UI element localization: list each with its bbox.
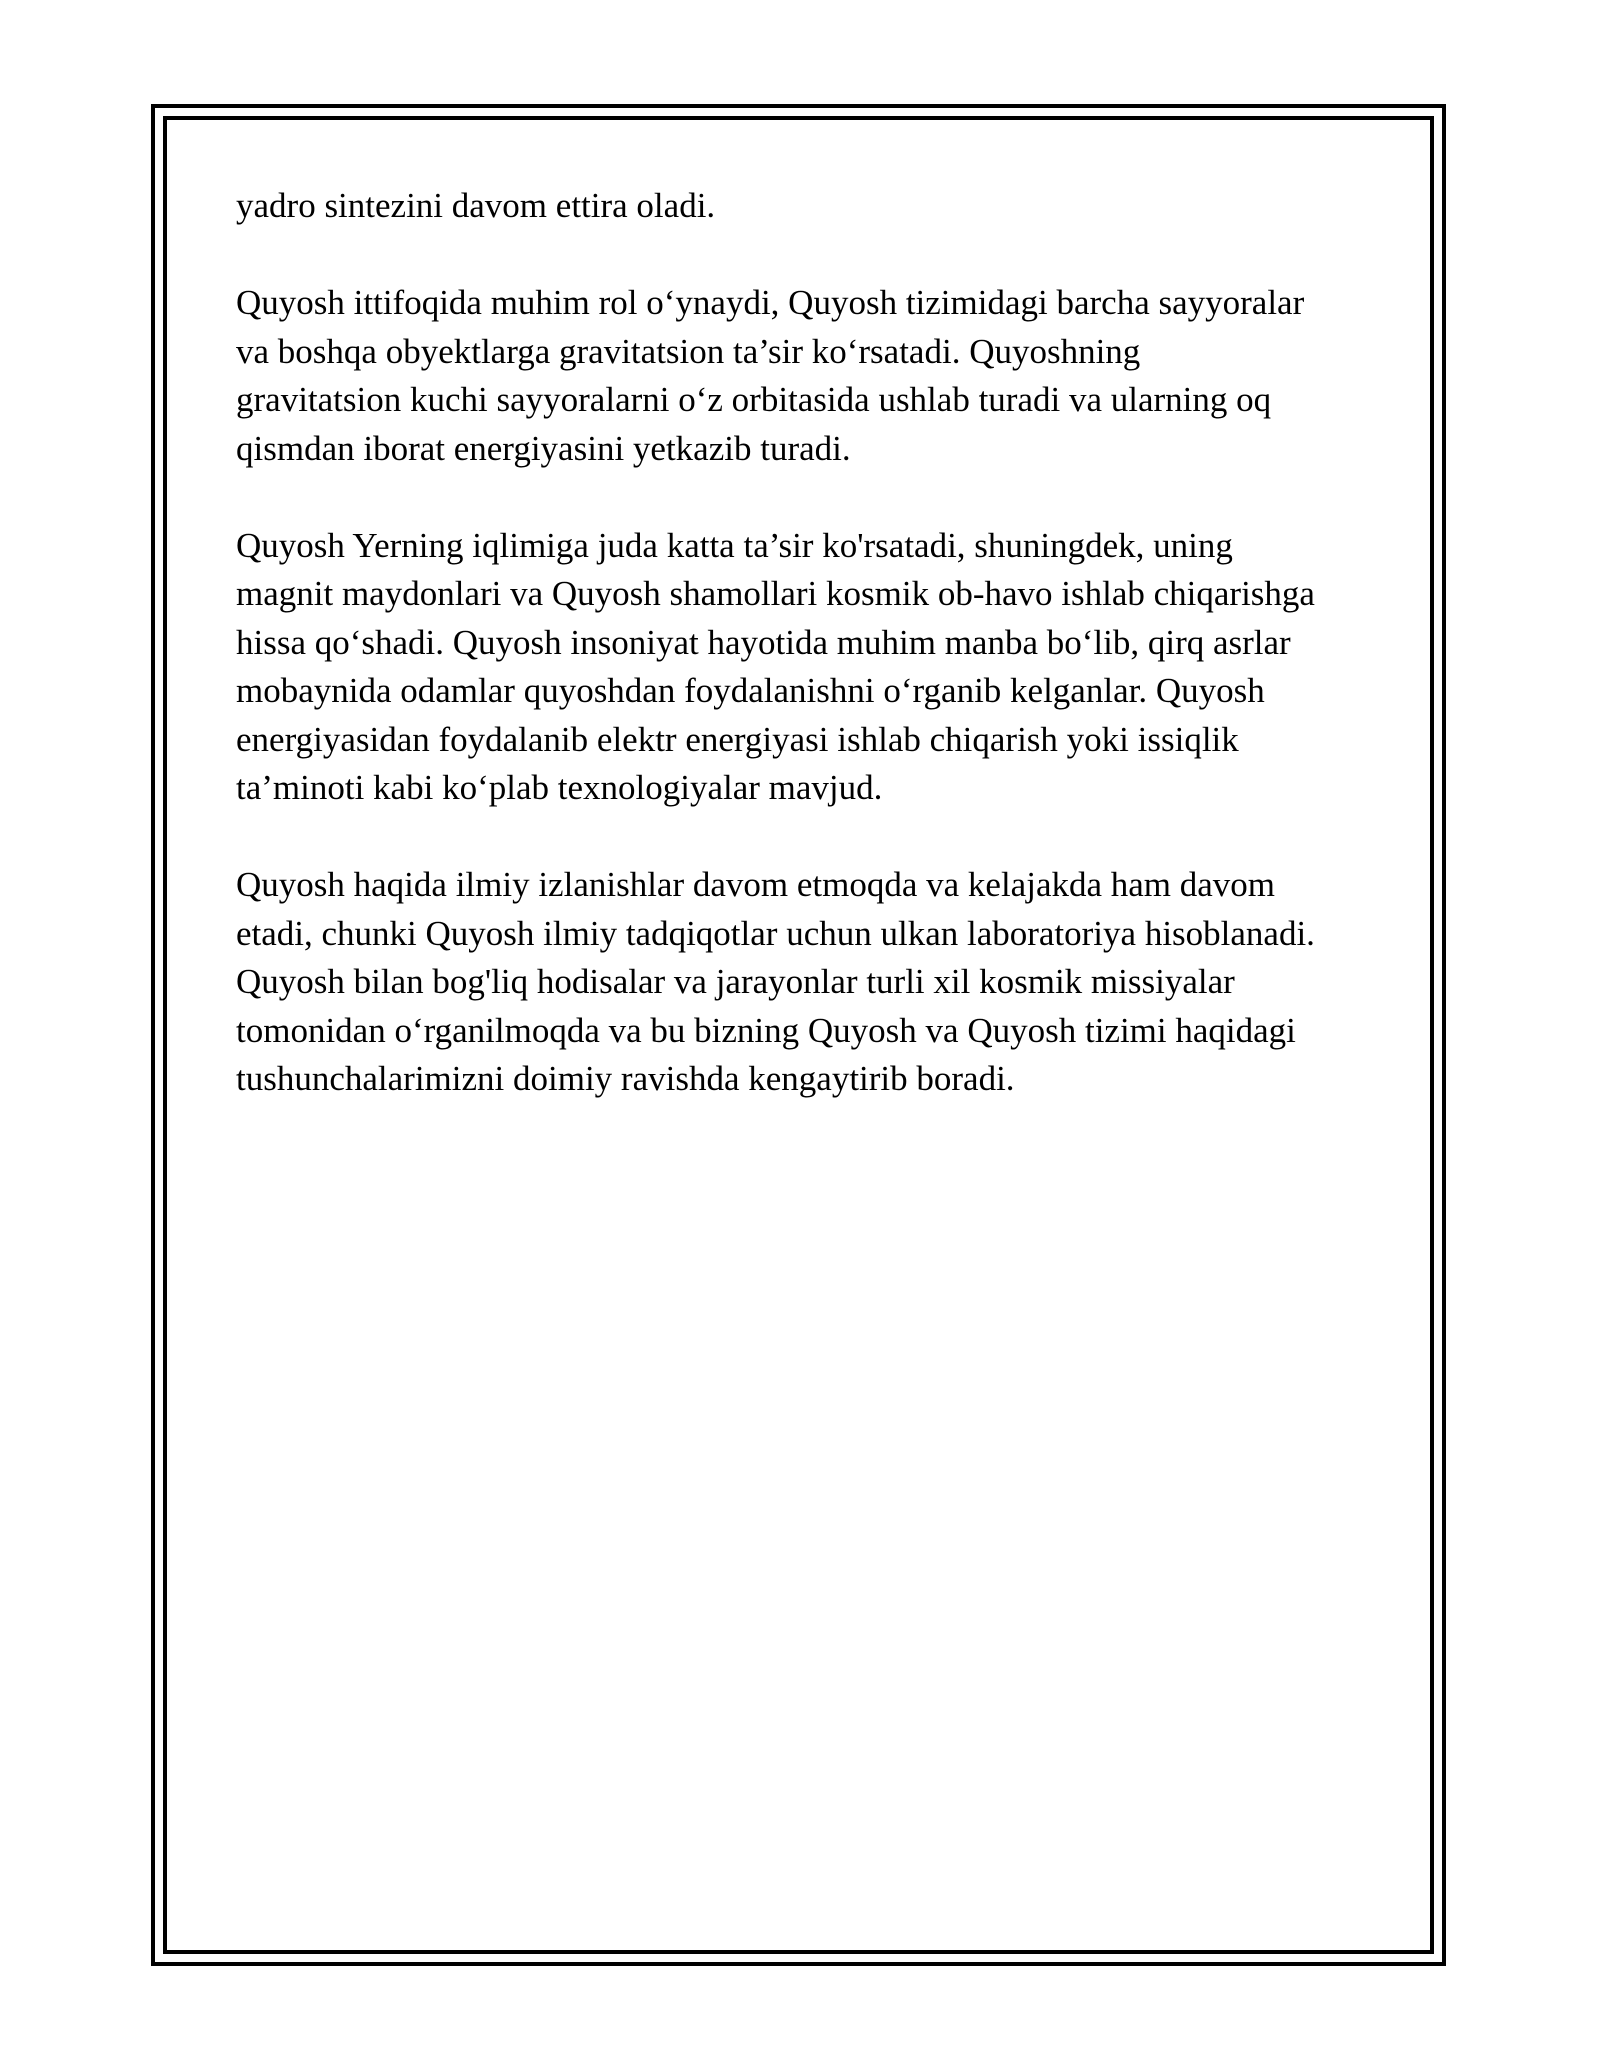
paragraph-3: Quyosh Yerning iqlimiga juda katta ta’sir ko'rsatadi, shuningdek, uning magnit maydonlari va Quyosh shamollari kosmik ob-havo ishlab chiqarishga hissa qo‘shadi. Quyosh insoniyat hayotida muhim manba bo‘lib, qirq asrlar mobaynida odamlar quyoshdan foydalanishni o‘rganib kelganlar. Quyosh energiyasidan foydalanib elektr energiyasi ishlab chiqarish yoki issiqlik ta’minoti kabi ko‘plab texnologiyalar mavjud.	[236, 525, 1315, 807]
paragraph-1: yadro sintezini davom ettira oladi.	[236, 186, 716, 225]
document-body	[236, 182, 1376, 1152]
paragraph-2: Quyosh ittifoqida muhim rol o‘ynaydi, Quyosh tizimidagi barcha sayyoralar va boshqa obyektlarga gravitatsion ta’sir ko‘rsatadi. Quyoshning gravitatsion kuchi sayyoralarni o‘z orbitasida ushlab turadi va ularning oq qismdan iborat energiyasini yetkazib turadi.	[236, 283, 1305, 468]
paragraph-4: Quyosh haqida ilmiy izlanishlar davom etmoqda va kelajakda ham davom etadi, chunki Quyosh ilmiy tadqiqotlar uchun ulkan laboratoriya hisoblanadi. Quyosh bilan bog'liq hodisalar va jarayonlar turli xil kosmik missiyalar tomonidan o‘rganilmoqda va bu bizning Quyosh va Quyosh tizimi haqidagi tushunchalarimizni doimiy ravishda kengaytirib boradi.	[236, 865, 1315, 1098]
